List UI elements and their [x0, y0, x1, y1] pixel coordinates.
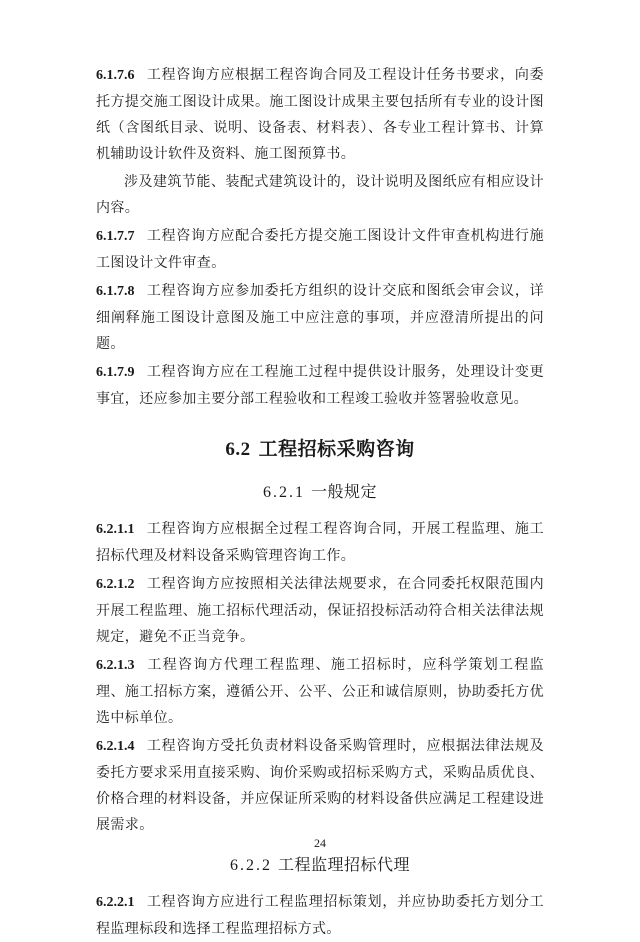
clause-6-1-7-8	[96, 278, 544, 357]
clause-number: 6.1.7.6	[96, 68, 135, 83]
clause-text: 工程咨询方应根据工程咨询合同及工程设计任务书要求，向委托方提交施工图设计成果。施工图设计成果主要包括所有专业的设计图纸（含图纸目录、说明、设备表、材料表）、各专业工程计算书、计算机辅助设计软件及资料、施工图预算书。	[96, 67, 544, 162]
subsection-title: 工程监理招标代理	[277, 855, 410, 874]
clause-number: 6.2.1.1	[96, 522, 135, 537]
clause-number: 6.2.1.2	[96, 577, 135, 592]
clause-6-1-7-6	[96, 62, 544, 167]
section-number: 6.2	[225, 439, 251, 460]
clause-number: 6.1.7.8	[96, 284, 135, 299]
subsection-number: 6.2.2	[229, 857, 272, 874]
clause-6-2-1-1	[96, 516, 544, 569]
clause-6-2-1-3	[96, 652, 544, 731]
clause-text: 工程咨询方应根据全过程工程咨询合同，开展工程监理、施工招标代理及材料设备采购管理咨询工作。	[96, 521, 544, 564]
clause-text: 工程咨询方应参加委托方组织的设计交底和图纸会审会议，详细阐释施工图设计意图及施工中应注意的事项，并应澄清所提出的问题。	[96, 283, 544, 352]
clause-text: 工程咨询方应在工程施工过程中提供设计服务，处理设计变更事宜，还应参加主要分部工程验收和工程竣工验收并签署验收意见。	[96, 364, 544, 407]
subsection-number: 6.2.1	[262, 484, 305, 501]
subsection-title: 一般规定	[310, 482, 377, 501]
clause-number: 6.1.7.7	[96, 229, 135, 244]
clause-6-2-1-2	[96, 571, 544, 650]
clause-number: 6.2.1.3	[96, 658, 135, 673]
clause-6-1-7-9	[96, 359, 544, 412]
section-title: 工程招标采购咨询	[258, 438, 415, 460]
clause-number: 6.2.2.1	[96, 895, 135, 910]
section-heading-6-2	[96, 434, 544, 461]
clause-text: 工程咨询方应按照相关法律法规要求，在合同委托权限范围内开展工程监理、施工招标代理活动，保证招投标活动符合相关法律法规规定，避免不正当竞争。	[96, 576, 544, 645]
subsection-heading-6-2-2	[96, 852, 544, 875]
clause-6-2-1-4	[96, 733, 544, 838]
clause-number: 6.2.1.4	[96, 739, 135, 754]
clause-text: 工程咨询方代理工程监理、施工招标时，应科学策划工程监理、施工招标方案，遵循公开、公平、公正和诚信原则，协助委托方优选中标单位。	[96, 657, 544, 726]
subsection-heading-6-2-1	[96, 479, 544, 502]
clause-text: 工程咨询方受托负责材料设备采购管理时，应根据法律法规及委托方要求采用直接采购、询价采购或招标采购方式，采购品质优良、价格合理的材料设备，并应保证所采购的材料设备供应满足工程建设进展需求。	[96, 738, 544, 833]
plain-paragraph: 涉及建筑节能、装配式建筑设计的，设计说明及图纸应有相应设计内容。	[96, 174, 544, 216]
clause-6-2-2-1	[96, 889, 544, 942]
clause-text: 工程咨询方应配合委托方提交施工图设计文件审查机构进行施工图设计文件审查。	[96, 228, 544, 271]
clause-text: 工程咨询方应进行工程监理招标策划，并应协助委托方划分工程监理标段和选择工程监理招标方式。	[96, 894, 544, 937]
clause-number: 6.1.7.9	[96, 365, 135, 380]
page-number: 24	[314, 836, 326, 850]
clause-6-1-7-7	[96, 223, 544, 276]
